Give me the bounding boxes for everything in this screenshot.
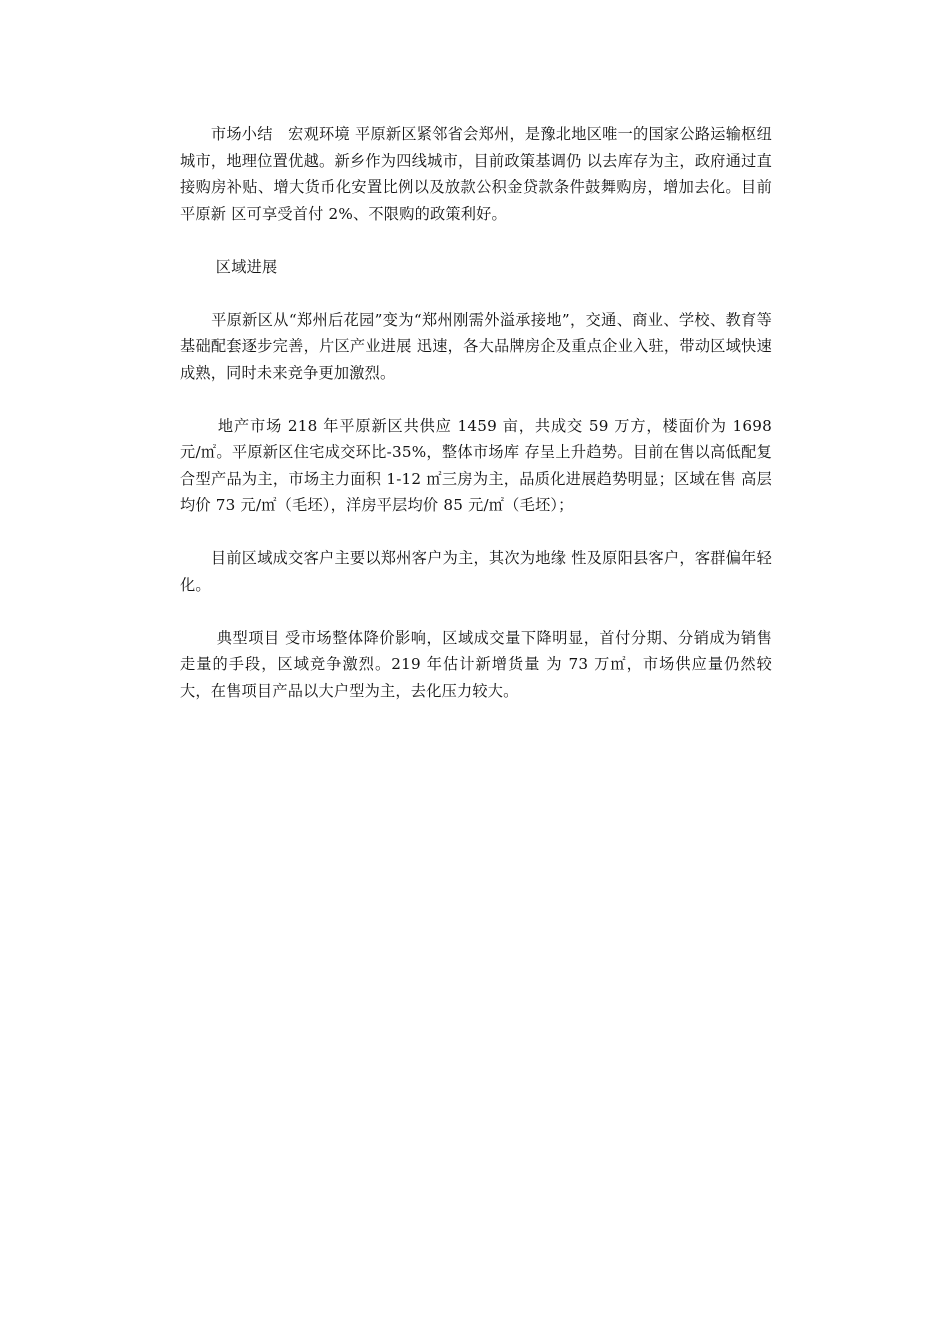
- paragraph-regional-progress: 平原新区从“郑州后花园”变为“郑州刚需外溢承接地”，交通、商业、学校、教育等基础配套逐步完善，片区产业进展 迅速，各大品牌房企及重点企业入驻，带动区域快速成熟，同时未来竞争更加激烈。: [180, 310, 772, 382]
- document-body: [180, 121, 778, 731]
- paragraph-market-summary: 市场小结 宏观环境 平原新区紧邻省会郑州，是豫北地区唯一的国家公路运输枢纽城市，地理位置优越。新乡作为四线城市，目前政策基调仍 以去库存为主，政府通过直接购房补贴、增大货币化安置比例以及放款公积金贷款条件鼓舞购房，增加去化。目前平原新 区可享受首付 2%、不限购的政策利好。: [180, 125, 772, 223]
- paragraph-real-estate-market: 地产市场 218 年平原新区共供应 1459 亩，共成交 59 万方，楼面价为 1698 元/㎡。平原新区住宅成交环比-35%，整体市场库 存呈上升趋势。目前在售以高低配复合型产品为主，市场主力面积 1-12 ㎡三房为主，品质化进展趋势明显；区域在售 高层均价 73 元/㎡（毛坯），洋房平层均价 85 元/㎡（毛坯）；: [180, 416, 778, 514]
- section-heading-regional-progress: 区域进展: [180, 257, 278, 276]
- paragraph-typical-projects: 典型项目 受市场整体降价影响，区域成交量下降明显，首付分期、分销成为销售走量的手段，区域竞争激烈。219 年估计新增货量 为 73 万㎡，市场供应量仍然较大，在售项目产品以大户型为主，去化压力较大。: [180, 628, 772, 700]
- paragraph-customer-profile: 目前区域成交客户主要以郑州客户为主，其次为地缘 性及原阳县客户，客群偏年轻化。: [180, 549, 772, 594]
